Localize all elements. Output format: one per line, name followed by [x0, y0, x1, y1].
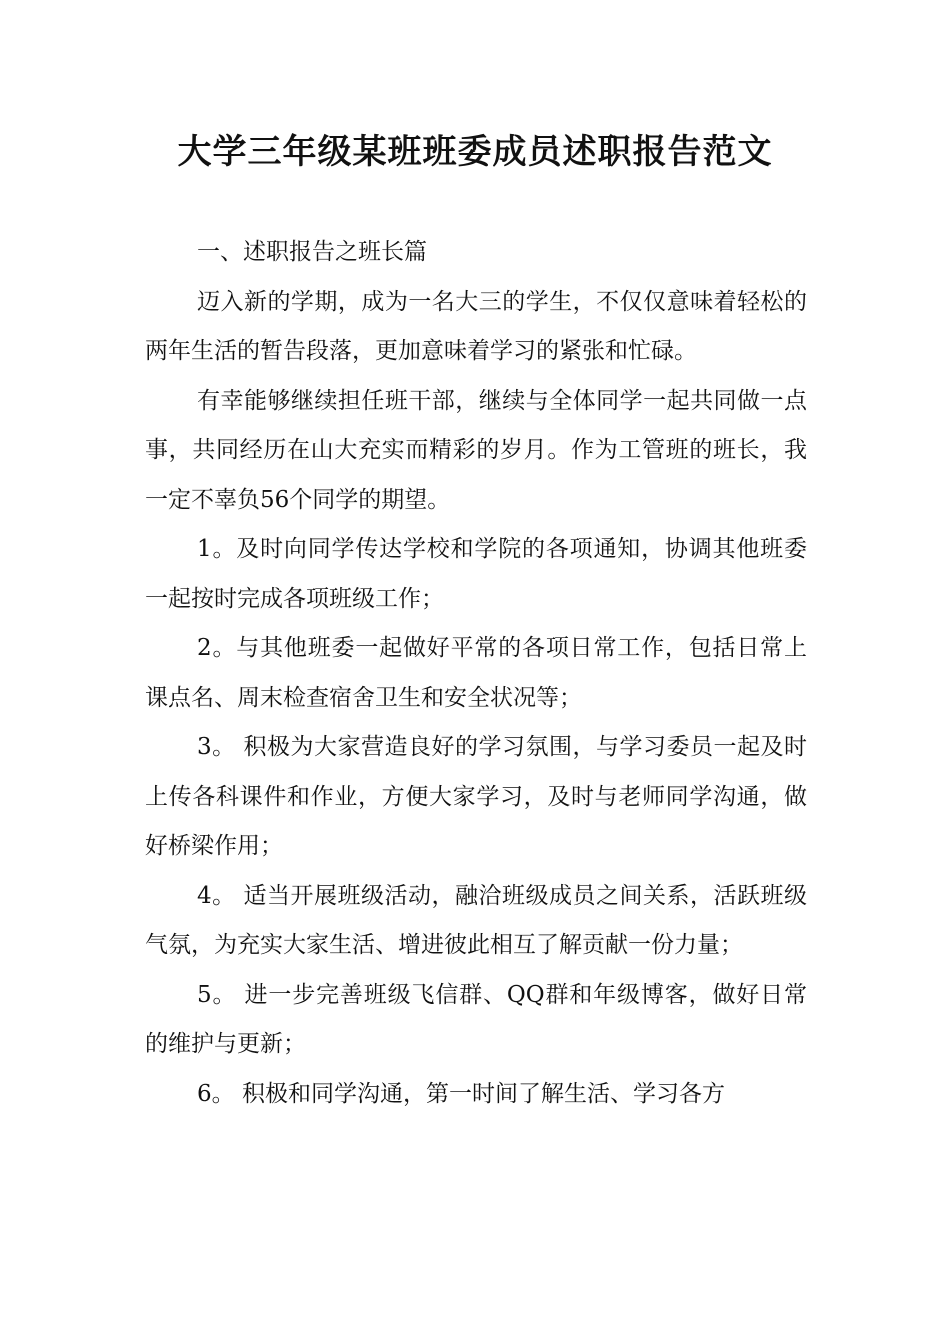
document-title: 大学三年级某班班委成员述职报告范文	[177, 132, 773, 172]
list-item: 2。与其他班委一起做好平常的各项日常工作，包括日常上课点名、周末检查宿舍卫生和安全状况等；	[145, 635, 807, 711]
section-heading: 一、述职报告之班长篇	[197, 239, 427, 265]
list-item: 1。及时向同学传达学校和学院的各项通知，协调其他班委一起按时完成各项班级工作；	[145, 536, 807, 612]
list-item: 5。 进一步完善班级飞信群、QQ群和年级博客，做好日常的维护与更新；	[145, 981, 807, 1057]
list-item: 3。 积极为大家营造良好的学习氛围，与学习委员一起及时上传各科课件和作业，方便大家学习，及时与老师同学沟通，做好桥梁作用；	[145, 734, 807, 859]
list-item: 4。 适当开展班级活动，融洽班级成员之间关系，活跃班级气氛，为充实大家生活、增进彼此相互了解贡献一份力量；	[145, 882, 807, 958]
paragraph: 有幸能够继续担任班干部，继续与全体同学一起共同做一点事，共同经历在山大充实而精彩的岁月。作为工管班的班长，我一定不辜负56个同学的期望。	[145, 387, 807, 513]
document-body	[145, 228, 807, 1119]
list-item: 6。 积极和同学沟通，第一时间了解生活、学习各方	[197, 1080, 725, 1107]
paragraph: 迈入新的学期，成为一名大三的学生，不仅仅意味着轻松的两年生活的暂告段落，更加意味着学习的紧张和忙碌。	[145, 288, 807, 364]
